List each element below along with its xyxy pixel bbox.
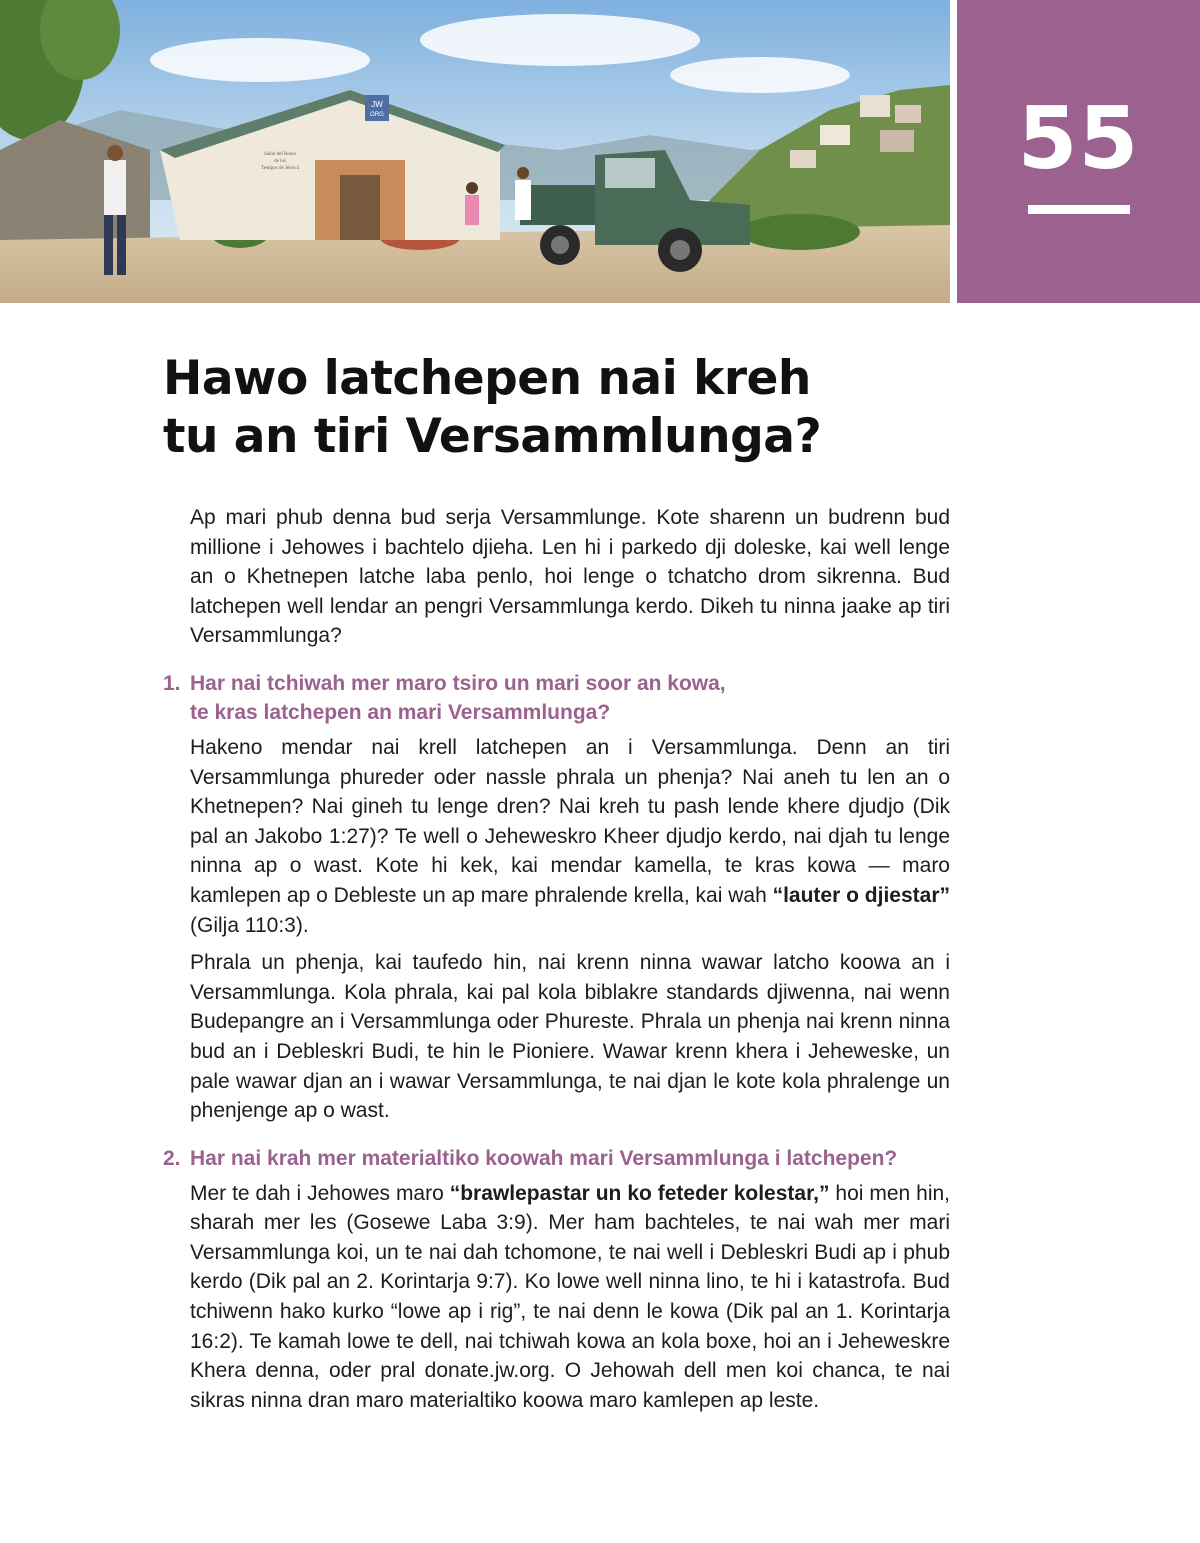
question-2 (163, 1144, 950, 1173)
sign-line1: Salón del Reino (264, 152, 296, 157)
sign-logo-line1: JW (371, 100, 383, 109)
section-1-paragraph-2: Phrala un phenja, kai taufedo hin, nai krenn ninna wawar latcho koowa an i Versammlunga. Kola phrala, kai pal kola biblakre standards djiwenna, nai wenn Budepangre an i Versammlunga oder Phureste. Phrala un phenja nai krenn ninna bud an i Debleskri Budi, te hin le Pioniere. Wawar krenn khera i Jeheweske, un pale wawar djan an i wawar Versammlunga, te nai djan le kote kola phralenge un phenjenge ap o wast. (190, 951, 950, 1123)
section-2-p1-bold: “brawlepastar un ko feteder kolestar,” (449, 1181, 830, 1205)
question-2-number: 2. (163, 1146, 181, 1170)
section-2-p1-text-a: Mer te dah i Jehowes maro (190, 1181, 450, 1205)
kingdom-hall-scene (0, 0, 950, 303)
badge-underline (1028, 205, 1130, 214)
section-2-p1-text-b: hoi men hin, sharah mer les (Gosewe Laba 3:9). Mer ham bachteles, te nai wah mer mari Versammlunga koi, un te nai dah tchomone, te nai well i Debleskri Budi ap i phub kerdo (Dik pal an 2. Korintarja 9:7). Ko lowe well ninna lino, te hi i katastrofa. Bud tchiwenn hako kurko “lowe ap i rig”, te nai denn le kowa (Dik pal an 1. Korintarja 16:2). Te kamah lowe te dell, nai tchiwah kowa an kola boxe, hoi an i Jeheweskre Khera denna, oder pral donate.jw.org. O Jehowah dell men koi chanca, te nai sikras ninna dran maro materialtiko koowa maro kamlepen ap leste. (190, 1181, 950, 1412)
sign-logo-line2: ORG (370, 112, 384, 118)
question-1-line2: te kras latchepen an mari Versammlunga? (190, 700, 611, 724)
section-1-p1-text-a: Hakeno mendar nai krell latchepen an i Versammlunga. Denn an tiri Versammlunga phureder oder nassle phrala un phenja? Nai aneh tu len an o Khetnepen? Nai gineh tu lenge dren? Nai kreh tu pash lende khere djudjo (Dik pal an Jakobo 1:27)? Te well o Jeheweskro Kheer djudjo kerdo, nai djah tu lenge ninna ap o wast. Kote hi kek, kai mendar kamella, te kras kowa — maro kamlepen ap o Debleste un ap mare phralende krella, kai wah (190, 735, 950, 907)
section-2-paragraph-1 (190, 1179, 950, 1416)
section-1-p1-text-b: (Gilja 110:3). (190, 913, 309, 937)
question-1-number: 1. (163, 671, 181, 695)
lesson-number: 55 (1017, 89, 1140, 189)
section-1-p1-bold: “lauter o djiestar” (772, 883, 950, 907)
lesson-number-badge (957, 0, 1200, 303)
sign-line3: Testigos de Jehová (261, 166, 299, 171)
question-1-line1: Har nai tchiwah mer maro tsiro un mari soor an kowa, (190, 671, 726, 695)
question-2-line1: Har nai krah mer materialtiko koowah mari Versammlunga i latchepen? (190, 1146, 898, 1170)
intro-paragraph: Ap mari phub denna bud serja Versammlunge. Kote sharenn un budrenn bud millione i Jehowes i bachtelo djieha. Len hi i parkedo dji doleske, kai well lenge an o Khetnepen latche laba penlo, hoi lenge o tchatcho drom sikrenna. Bud latchepen well lendar an pengri Versammlunga kerdo. Dikeh tu ninna jaake ap tiri Versammlunga? (190, 506, 950, 648)
question-1 (163, 669, 950, 727)
title-line2: tu an tiri Versammlunga? (163, 409, 822, 464)
page-title (163, 350, 963, 466)
title-line1: Hawo latchepen nai kreh (163, 351, 811, 406)
section-1-paragraph-1 (190, 733, 950, 940)
header-illustration (0, 0, 950, 303)
lesson-content (163, 503, 950, 1423)
sign-line2: de los (274, 159, 286, 164)
